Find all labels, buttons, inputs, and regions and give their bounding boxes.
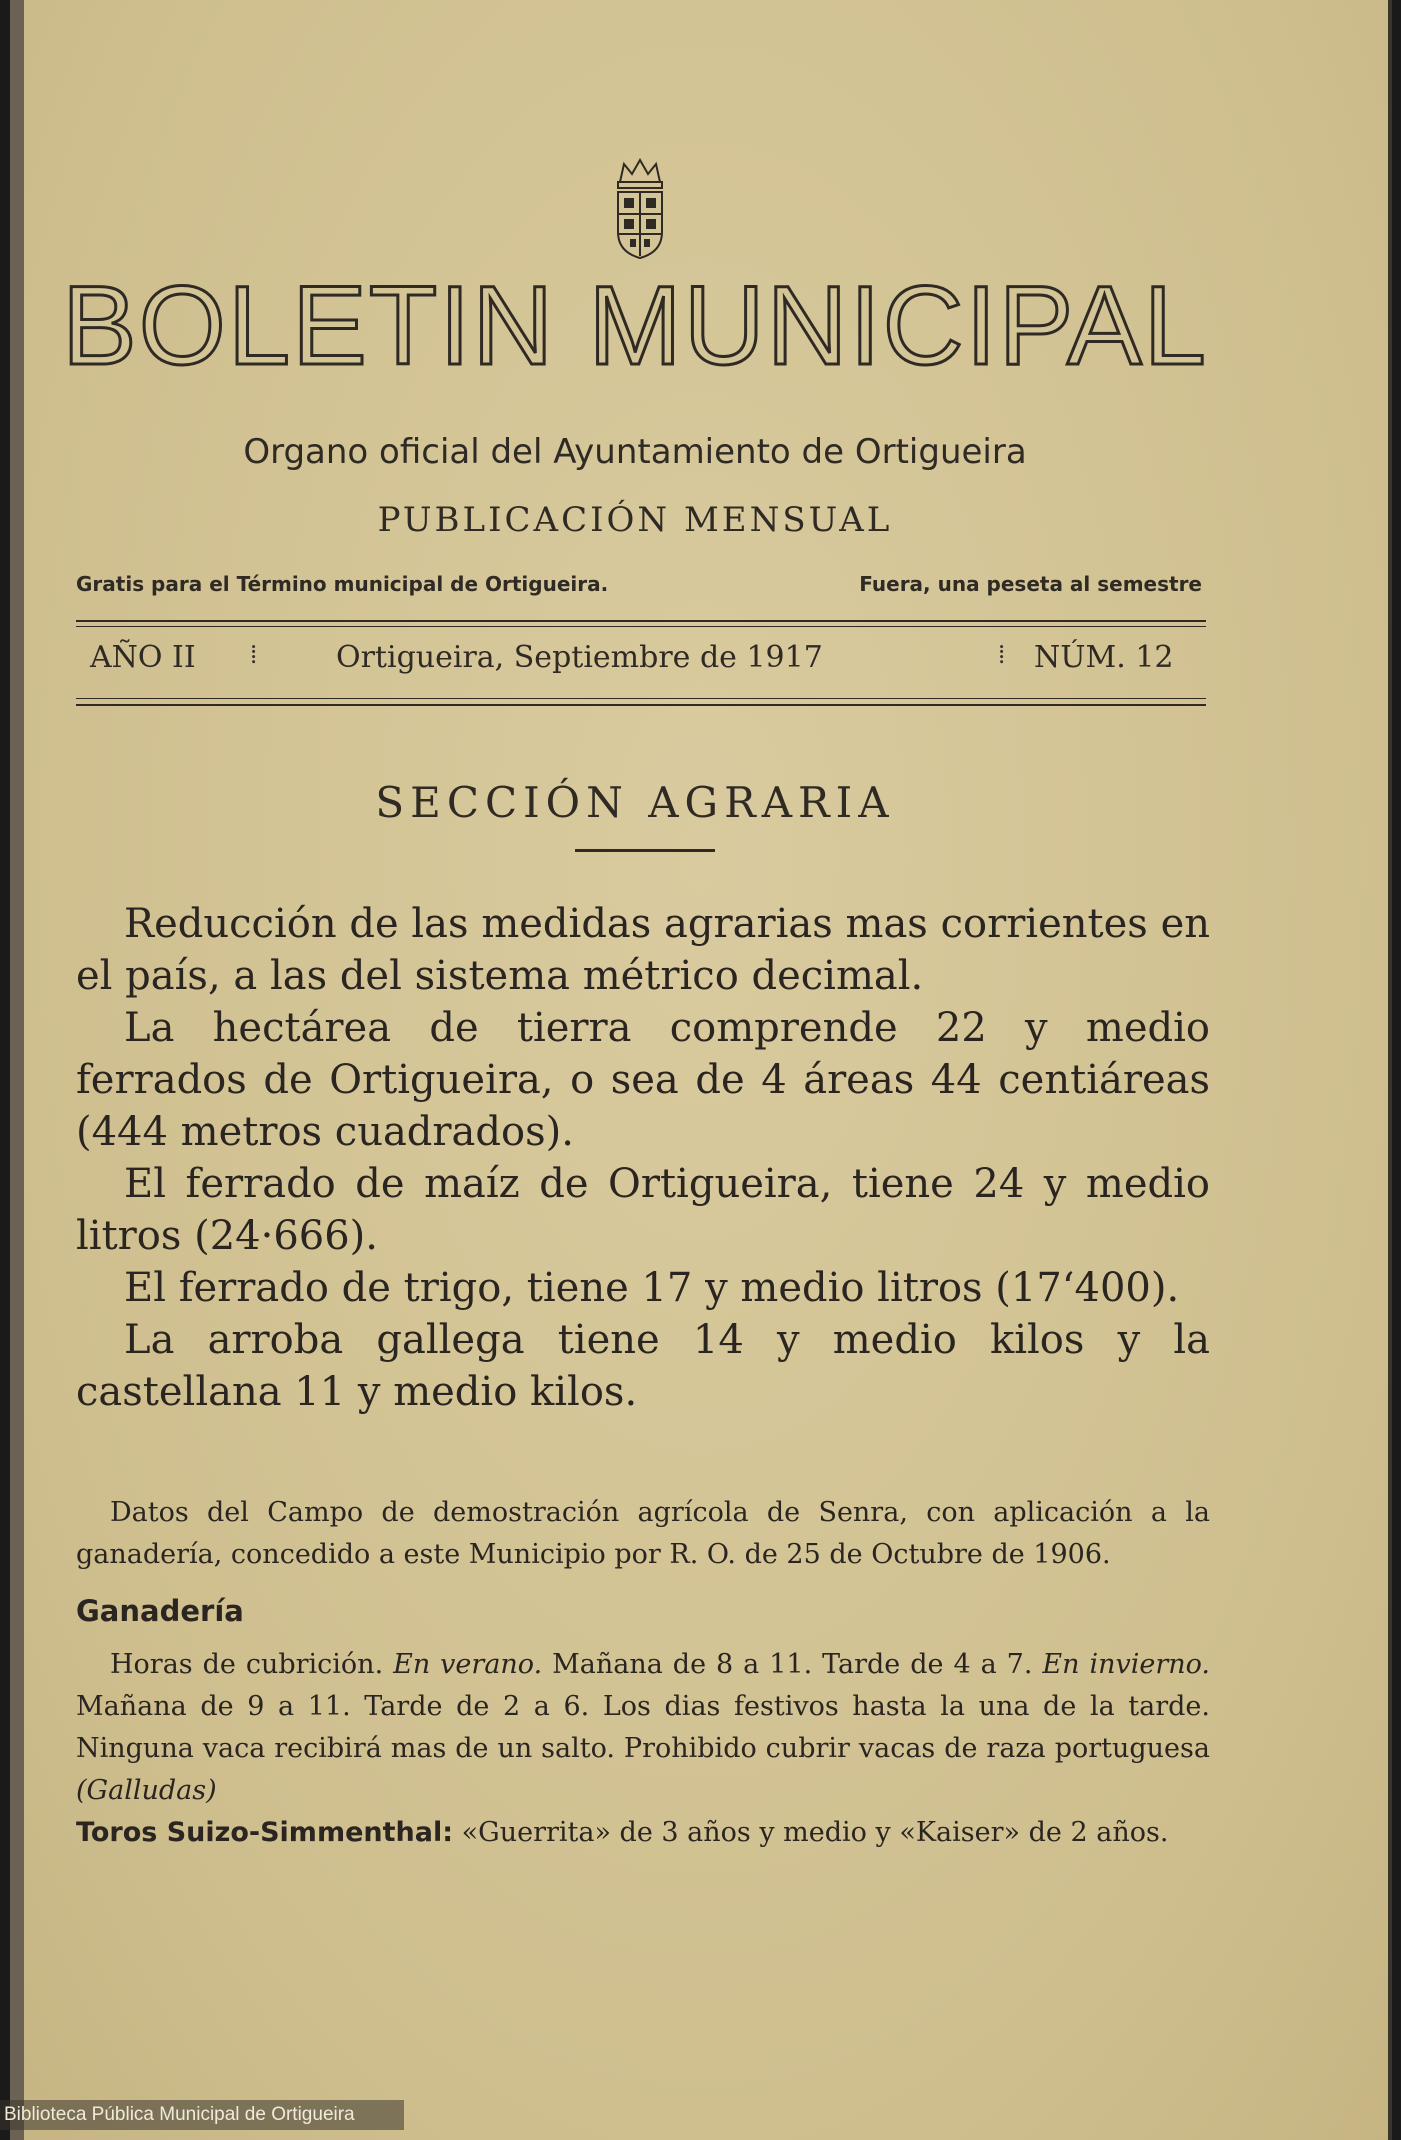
distribution-free: Gratis para el Término municipal de Ortigueira. [76,572,609,596]
invierno-text: Mañana de 9 a 11. Tarde de 2 a 6. Los dias festivos hasta la una de la tarde. Ninguna vaca recibirá mas de un salto. Prohibido cubrir vacas de raza portuguesa [76,1691,1210,1764]
article-paragraph: La arroba gallega tiene 14 y medio kilos y la castellana 11 y medio kilos. [76,1317,1210,1415]
library-credit: Biblioteca Pública Municipal de Ortigueira [0,2100,404,2130]
verano-text: Mañana de 8 a 11. Tarde de 4 a 7. [552,1649,1033,1680]
agrarian-measures-article [76,898,1210,1418]
article-paragraph: Reducción de las medidas agrarias mas corrientes en el país, a las del sistema métrico decimal. [76,901,1210,999]
horas-label: Horas de cubrición. [110,1649,384,1680]
masthead-rule-top [76,620,1206,622]
verano-label: En verano. [393,1649,543,1680]
issue-number: NÚM. 12 [1034,640,1174,675]
datos-intro: Datos del Campo de demostración agrícola de Senra, con aplicación a la ganadería, concedido a este Municipio por R. O. de 25 de Octubre de 1906. [76,1497,1210,1570]
toros-paragraph [76,1812,1210,1854]
newspaper-page [10,0,1392,2140]
masthead-rule-bottom [76,704,1206,706]
toros-text: «Guerrita» de 3 años y medio y «Kaiser» de 2 años. [461,1817,1169,1848]
cubricion-paragraph [76,1644,1210,1812]
distribution-price: Fuera, una peseta al semestre [859,572,1202,596]
issue-info-bar [90,640,1200,680]
page-right-edge [1388,0,1392,2140]
section-title-underline [575,849,715,852]
invierno-label: En invierno. [1042,1649,1210,1680]
article-paragraph: El ferrado de trigo, tiene 17 y medio litros (17‘400). [124,1265,1180,1311]
galludas-note: (Galludas) [76,1775,217,1806]
issue-year: AÑO II [90,640,196,675]
masthead-title: BOLETIN MUNICIPAL [62,263,1208,388]
masthead-rule-bottom-thin [76,698,1206,699]
demonstration-field-data [76,1492,1210,1854]
masthead-subtitle: Organo oficial del Ayuntamiento de Ortigueira [243,432,1027,472]
masthead-rule-top-thin [76,626,1206,627]
coat-of-arms-icon [610,152,670,262]
issue-place-date: Ortigueira, Septiembre de 1917 [336,640,823,675]
ornament-divider-icon: ⁞ [998,640,1006,670]
section-title: SECCIÓN AGRARIA [375,778,895,827]
publication-periodicity: PUBLICACIÓN MENSUAL [377,500,893,540]
toros-label: Toros Suizo-Simmenthal: [76,1817,454,1848]
ornament-divider-icon: ⁞ [250,640,258,670]
article-paragraph: La hectárea de tierra comprende 22 y medio ferrados de Ortigueira, o sea de 4 áreas 44 centiáreas (444 metros cuadrados). [76,1005,1210,1155]
article-paragraph: El ferrado de maíz de Ortigueira, tiene 24 y medio litros (24·666). [76,1161,1210,1259]
ganaderia-heading: Ganadería [76,1594,244,1628]
distribution-note [76,572,1202,596]
